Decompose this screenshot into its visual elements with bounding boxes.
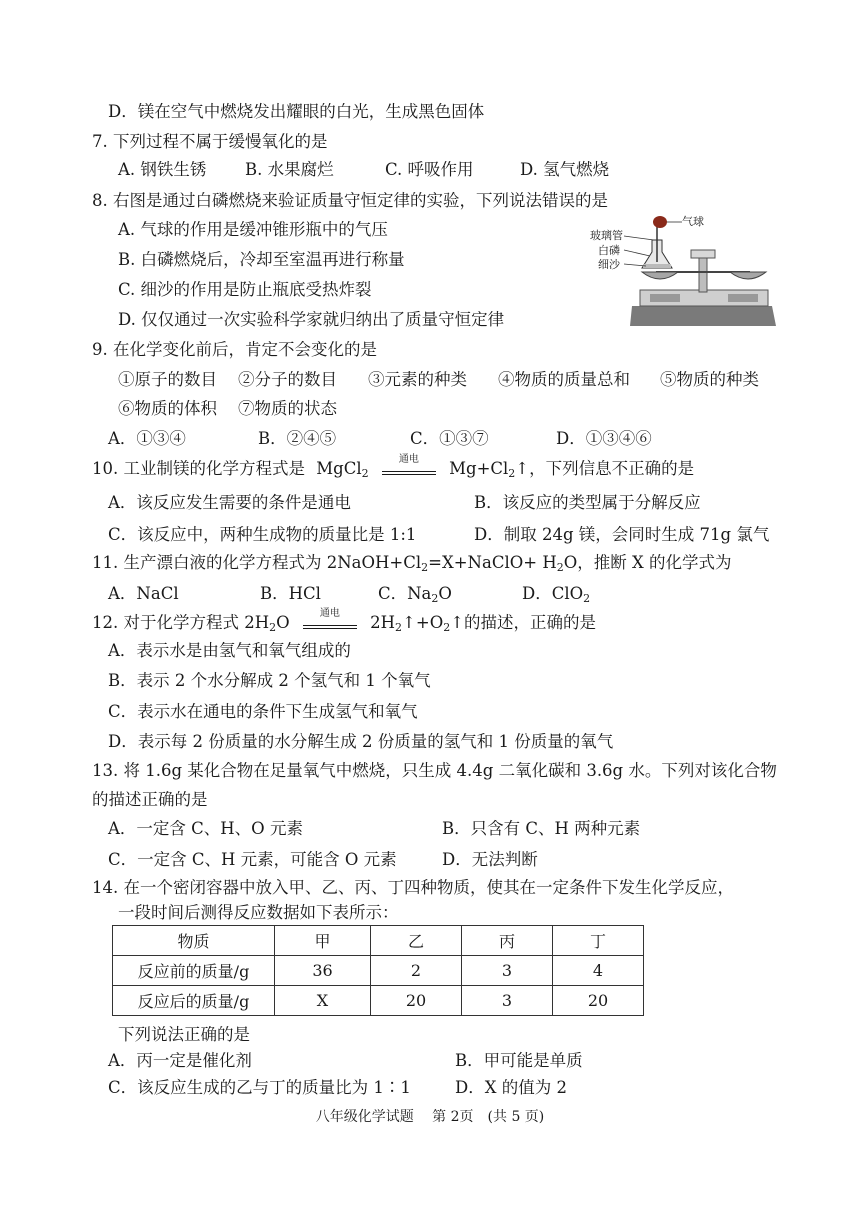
q12-option-b: B．表示 2 个水分解成 2 个氢气和 1 个氧气	[108, 671, 431, 690]
table-header-cell: 丁	[553, 926, 644, 956]
table-header-cell: 丙	[462, 926, 553, 956]
q13-stem-line2: 的描述正确的是	[92, 790, 208, 809]
glass-tube-label: 玻璃管	[590, 229, 623, 242]
table-cell: 36	[275, 956, 371, 986]
q13-option-b: B．只含有 C、H 两种元素	[442, 819, 641, 838]
table-cell: 20	[553, 986, 644, 1016]
q13-option-d: D．无法判断	[442, 850, 538, 869]
q8-option-a: A. 气球的作用是缓冲锥形瓶中的气压	[118, 220, 388, 239]
table-cell: 3	[462, 956, 553, 986]
q8-option-d: D. 仅仅通过一次实验科学家就归纳出了质量守恒定律	[118, 310, 505, 329]
table-header-cell: 乙	[371, 926, 462, 956]
q10-stem: 10. 工业制镁的化学方程式是 MgCl$_2$ 通电 $Mg+Cl_2↑$，下列信息不正确的是	[92, 453, 695, 480]
balloon	[653, 216, 667, 228]
q14-prompt: 下列说法正确的是	[118, 1025, 250, 1044]
table-cell: 2	[371, 956, 462, 986]
q9-option-b: B．②④⑤	[258, 429, 337, 448]
q13-option-a: A．一定含 C、H、O 元素	[108, 819, 303, 838]
q9-option-d: D．①③④⑥	[556, 429, 652, 448]
q9-item-4: ④物质的质量总和	[498, 370, 630, 389]
q12-stem: 12. 对于化学方程式 $2H_2O$ 通电 $2H_2↑+O_2↑$的描述，正确的是	[92, 607, 597, 634]
table-row	[113, 956, 644, 986]
q9-item-6: ⑥物质的体积	[118, 399, 217, 418]
q11-option-c: C．$Na_2O$	[378, 584, 452, 605]
q8-stem: 8. 右图是通过白磷燃烧来验证质量守恒定律的实验，下列说法错误的是	[92, 191, 608, 210]
balloon-label: 气球	[682, 215, 704, 228]
table-header-cell: 甲	[275, 926, 371, 956]
table-cell: 反应前的质量/g	[113, 956, 275, 986]
q14-stem-line2: 一段时间后测得反应数据如下表所示：	[118, 903, 399, 922]
q13-stem-line1: 13. 将 1.6g 某化合物在足量氧气中燃烧，只生成 4.4g 二氧化碳和 3.6g 水。下列对该化合物	[92, 761, 777, 780]
electrolysis-arrow: 通电	[301, 613, 359, 635]
balance-base	[630, 306, 776, 326]
q9-option-a: A．①③④	[108, 429, 186, 448]
q7-option-d: D. 氢气燃烧	[520, 160, 610, 179]
q12-option-c: C．表示水在通电的条件下生成氢气和氧气	[108, 702, 418, 721]
q9-item-3: ③元素的种类	[368, 370, 467, 389]
q10-option-a: A．该反应发生需要的条件是通电	[108, 493, 351, 512]
q9-stem: 9. 在化学变化前后，肯定不会变化的是	[92, 340, 377, 359]
q10-option-b: B．该反应的类型属于分解反应	[474, 493, 701, 512]
table-cell: 20	[371, 986, 462, 1016]
q7-option-a: A. 钢铁生锈	[118, 160, 207, 179]
reaction-arrow: 通电	[380, 459, 438, 481]
page-footer: 八年级化学试题 第 2页 (共 5 页)	[315, 1109, 545, 1125]
q7-option-b: B. 水果腐烂	[245, 160, 334, 179]
q13-option-c: C．一定含 C、H 元素，可能含 O 元素	[108, 850, 397, 869]
q14-option-a: A．丙一定是催化剂	[108, 1051, 252, 1070]
white-phosphorus-label: 白磷	[598, 244, 620, 257]
q12-option-a: A．表示水是由氢气和氧气组成的	[108, 641, 351, 660]
q9-item-1: ①原子的数目	[118, 370, 217, 389]
q9-item-5: ⑤物质的种类	[660, 370, 759, 389]
table-row	[113, 986, 644, 1016]
fine-sand-label: 细沙	[598, 258, 620, 271]
table-cell: 3	[462, 986, 553, 1016]
q14-option-d: D．X 的值为 2	[455, 1078, 567, 1097]
q8-option-c: C. 细沙的作用是防止瓶底受热炸裂	[118, 280, 372, 299]
q14-option-c: C．该反应生成的乙与丁的质量比为 1∶1	[108, 1078, 411, 1097]
balance-experiment-figure	[590, 210, 780, 330]
table-cell: 反应后的质量/g	[113, 986, 275, 1016]
q9-item-7: ⑦物质的状态	[238, 399, 337, 418]
q12-option-d: D．表示每 2 份质量的水分解生成 2 份质量的氢气和 1 份质量的氧气	[108, 732, 614, 751]
q11-stem: 11. 生产漂白液的化学方程式为 $2NaOH+Cl_2=X+NaClO+ H_2O$，推断 X 的化学式为	[92, 553, 732, 574]
q9-option-c: C．①③⑦	[410, 429, 489, 448]
reaction-data-table	[112, 925, 644, 1016]
q9-item-2: ②分子的数目	[238, 370, 337, 389]
q10-option-d: D．制取 24g 镁，会同时生成 71g 氯气	[474, 525, 770, 544]
table-header-row	[113, 926, 644, 956]
table-cell: 4	[553, 956, 644, 986]
q8-option-b: B. 白磷燃烧后，冷却至室温再进行称量	[118, 250, 405, 269]
q6-option-d: D．镁在空气中燃烧发出耀眼的白光，生成黑色固体	[108, 102, 485, 121]
table-header-cell: 物质	[113, 926, 275, 956]
q11-option-d: D．ClO$_2$	[522, 584, 591, 605]
q14-option-b: B．甲可能是单质	[455, 1051, 583, 1070]
q11-option-b: B．HCl	[260, 584, 321, 603]
q7-stem: 7. 下列过程不属于缓慢氧化的是	[92, 132, 328, 151]
q14-stem-line1: 14. 在一个密闭容器中放入甲、乙、丙、丁四种物质，使其在一定条件下发生化学反应，	[92, 878, 734, 897]
q11-option-a: A．NaCl	[108, 584, 179, 603]
q7-option-c: C. 呼吸作用	[385, 160, 474, 179]
table-cell: X	[275, 986, 371, 1016]
q10-option-c: C．该反应中，两种生成物的质量比是 1:1	[108, 525, 417, 544]
